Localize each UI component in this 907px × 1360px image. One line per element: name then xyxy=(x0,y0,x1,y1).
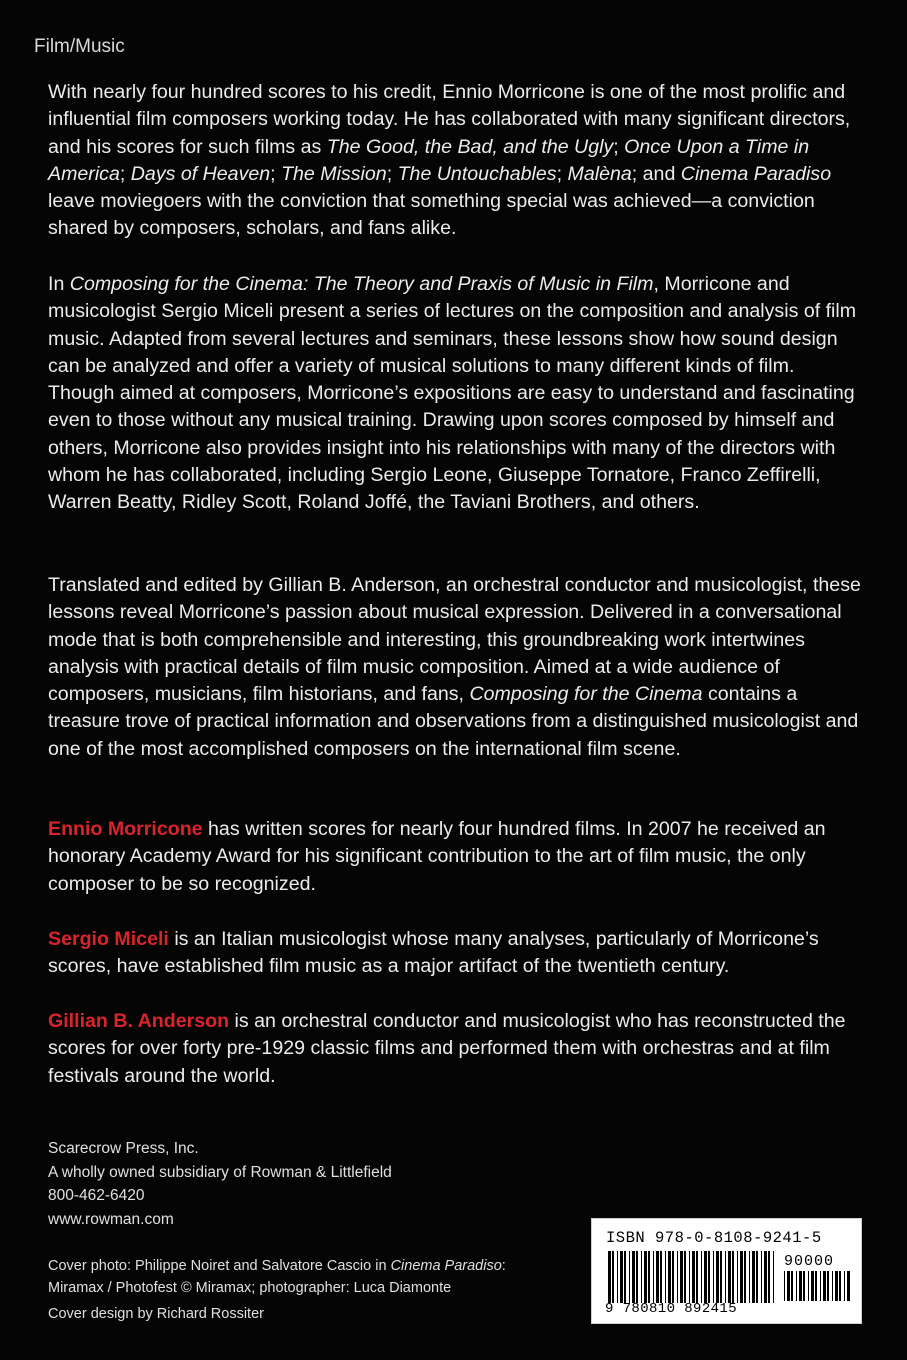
title-italic: Composing for the Cinema: The Theory and Praxis of Music in Film xyxy=(69,273,654,295)
barcode-bar xyxy=(713,1251,714,1303)
barcode-bar xyxy=(704,1251,707,1303)
barcode-bar xyxy=(684,1251,686,1303)
barcode-bar xyxy=(732,1251,734,1303)
bio-text: is an orchestral conductor and musicologist who has reconstructed the scores for over forty pre-1929 classic films and performed them with orchestras and at film festivals around the world. xyxy=(48,1010,846,1087)
barcode-bar xyxy=(677,1251,678,1303)
barcode-bar xyxy=(787,1271,790,1301)
barcode-bar xyxy=(808,1271,809,1301)
text-run: ; xyxy=(386,162,398,185)
bio-miceli xyxy=(48,926,863,981)
ean-number: 9 780810 892415 xyxy=(605,1301,738,1317)
text-run: ; xyxy=(270,162,282,185)
design-credit: Cover design by Richard Rossiter xyxy=(48,1306,264,1322)
barcode-bar xyxy=(608,1251,611,1303)
publisher-name: Scarecrow Press, Inc. xyxy=(48,1140,199,1157)
title-italic: Once Upon a Time in America xyxy=(48,135,810,185)
publisher-phone: 800-462-6420 xyxy=(48,1187,145,1204)
title-italic: The Mission xyxy=(281,162,387,185)
barcode-bar xyxy=(636,1251,638,1303)
description-paragraph-3 xyxy=(48,572,863,763)
bio-name: Gillian B. Anderson xyxy=(48,1010,230,1032)
barcode-bar xyxy=(784,1271,785,1301)
barcode-bar xyxy=(803,1271,805,1301)
photo-credit-prefix: Cover photo: Philippe Noiret and Salvatore Cascio in xyxy=(48,1258,391,1274)
barcode-bar xyxy=(744,1251,746,1303)
barcode-bar xyxy=(740,1251,743,1303)
bio-text: has written scores for nearly four hundred films. In 2007 he received an honorary Academy Award for his significant contribution to the art of film music, the only composer to be so recognized. xyxy=(48,818,826,895)
bio-name: Sergio Miceli xyxy=(48,928,169,950)
barcode-bar xyxy=(835,1271,838,1301)
barcode-bar xyxy=(823,1271,826,1301)
barcode-bar xyxy=(701,1251,702,1303)
barcode-bar xyxy=(725,1251,726,1303)
text-run: With nearly four hundred scores to his credit, Ennio Morricone is one of the most prolific and influential film composers working today. He has collaborated with many significant directors, and his scores for such films as xyxy=(48,81,851,158)
barcode-bar xyxy=(716,1251,719,1303)
barcode-bar xyxy=(696,1251,698,1303)
barcode-bar xyxy=(620,1251,623,1303)
barcode-label xyxy=(591,1218,862,1324)
bio-name: Ennio Morricone xyxy=(48,818,203,840)
barcode-bar xyxy=(692,1251,695,1303)
title-italic: Malèna xyxy=(567,162,632,185)
barcode-bar xyxy=(847,1271,850,1301)
barcode-bar xyxy=(680,1251,683,1303)
barcode-bar xyxy=(737,1251,738,1303)
text-run: ; xyxy=(556,162,568,185)
category-label: Film/Music xyxy=(34,36,125,57)
barcode-bar xyxy=(629,1251,630,1303)
text-run: , Morricone and musicologist Sergio Miceli present a series of lectures on the composition and analysis of film music. Adapted from several lectures and seminars, these lessons show how sound design can be analyzed and offer a variety of musical solutions to many different kinds of film. Though aimed at composers, Morricone’s expositions are easy to understand and fascinating even to those without any musical training. Drawing upon scores composed by himself and others, Morricone also provides insight into his relationships with many of the directors with whom he has collaborated, including Sergio Leone, Giuseppe Tornatore, Franco Zeffirelli, Warren Beatty, Ridley Scott, Roland Joffé, the Taviani Brothers, and others. xyxy=(48,273,857,514)
barcode-bar xyxy=(752,1251,755,1303)
barcode-bar xyxy=(617,1251,618,1303)
barcode-bar xyxy=(728,1251,731,1303)
title-italic: The Good, the Bad, and the Ugly xyxy=(326,135,614,158)
barcode-bar xyxy=(632,1251,635,1303)
barcode-bar xyxy=(764,1251,767,1303)
barcode-bar xyxy=(820,1271,821,1301)
text-run: contains a treasure trove of practical information and observations from a distinguished musicologist and one of the most accomplished composers on the international film scene. xyxy=(48,683,859,760)
publisher-website: www.rowman.com xyxy=(48,1210,174,1228)
text-run: ; and xyxy=(631,162,681,185)
barcode-bar xyxy=(653,1251,654,1303)
barcode-bar xyxy=(648,1251,650,1303)
barcode-bar xyxy=(720,1251,722,1303)
barcode-bar xyxy=(708,1251,710,1303)
barcode-bar xyxy=(668,1251,671,1303)
barcode-bar xyxy=(756,1251,758,1303)
barcode-bar xyxy=(791,1271,793,1301)
barcode-bar xyxy=(624,1251,626,1303)
description-paragraph-2 xyxy=(48,271,863,517)
text-run: leave moviegoers with the conviction that something special was achieved—a conviction shared by composers, scholars, and fans alike. xyxy=(48,190,815,240)
title-italic: Days of Heaven xyxy=(130,162,271,185)
barcode-bar xyxy=(811,1271,814,1301)
barcode-bar xyxy=(672,1251,674,1303)
publisher-subsidiary: A wholly owned subsidiary of Rowman & Littlefield xyxy=(48,1163,392,1181)
photo-credit-line xyxy=(48,1255,568,1277)
barcode-bar xyxy=(749,1251,750,1303)
barcode-bar xyxy=(796,1271,797,1301)
barcode-bar xyxy=(827,1271,829,1301)
bio-anderson xyxy=(48,1008,863,1090)
barcode-bar xyxy=(761,1251,762,1303)
price-code: 90000 xyxy=(784,1253,835,1270)
text-run: ; xyxy=(119,162,131,185)
barcode-bar xyxy=(689,1251,690,1303)
bio-text: is an Italian musicologist whose many analyses, particularly of Morricone’s scores, have established film music as a major artifact of the twentieth century. xyxy=(48,928,819,978)
text-run: Translated and edited by Gillian B. Anderson, an orchestral conductor and musicologist, these lessons reveal Morricone’s passion about musical expression. Delivered in a conversational mode that is both comprehensible and interesting, this groundbreaking work intertwines analysis with practical details of film music composition. Aimed at a wide audience of composers, musicians, film historians, and fans, xyxy=(48,574,861,706)
barcode-bar xyxy=(844,1271,845,1301)
publisher-info xyxy=(48,1137,392,1231)
text-run: ; xyxy=(613,135,625,158)
bio-morricone xyxy=(48,816,863,898)
barcode-bar xyxy=(768,1251,770,1303)
barcode-bar xyxy=(656,1251,659,1303)
description-paragraph-1 xyxy=(48,79,863,243)
barcode-bar xyxy=(832,1271,833,1301)
photo-credit-line-2: Miramax / Photofest © Miramax; photographer: Luca Diamonte xyxy=(48,1280,452,1296)
title-italic: Composing for the Cinema xyxy=(469,683,703,706)
barcode-bar xyxy=(612,1251,614,1303)
isbn-text: ISBN 978-0-8108-9241-5 xyxy=(606,1229,822,1247)
barcode-bar xyxy=(660,1251,662,1303)
barcode-bar xyxy=(641,1251,642,1303)
title-italic: The Untouchables xyxy=(397,162,557,185)
text-run: In xyxy=(48,273,70,295)
barcode-bar xyxy=(773,1251,774,1303)
barcode-bar xyxy=(665,1251,666,1303)
barcode-bar xyxy=(799,1271,802,1301)
photo-credit-film: Cinema Paradiso xyxy=(390,1258,502,1274)
barcode-bar xyxy=(644,1251,647,1303)
title-italic: Cinema Paradiso xyxy=(680,162,832,185)
photo-credit-suffix: : xyxy=(501,1258,506,1274)
barcode-bar xyxy=(839,1271,841,1301)
barcode-bar xyxy=(815,1271,817,1301)
cover-credits xyxy=(48,1255,568,1325)
